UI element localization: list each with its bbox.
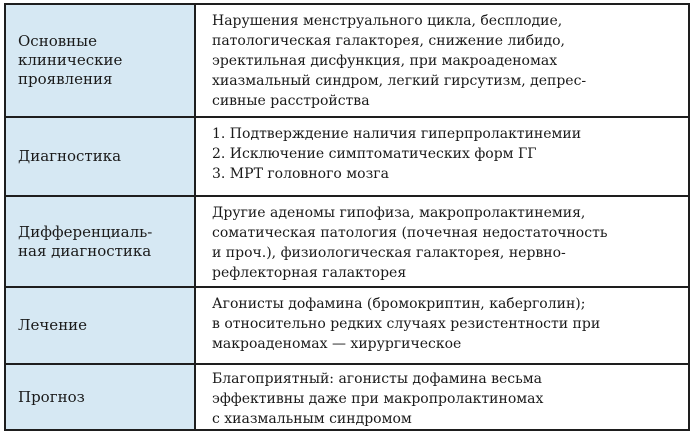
row-label: Лечение — [18, 316, 88, 334]
row-content-line: соматическая патология (почечная недостаточность — [212, 225, 608, 241]
row-label: ная диагностика — [18, 241, 152, 260]
syndrome-summary-table — [4, 3, 690, 431]
row-content-cell — [196, 365, 688, 429]
row-content-line: 3. МРТ головного мозга — [212, 166, 389, 182]
row-content-line: эректильная дисфункция, при макроаденомах — [212, 53, 558, 69]
row-content-line: Другие аденомы гипофиза, макропролактинемия, — [212, 205, 586, 221]
row-label-cell — [6, 5, 196, 116]
row-content-line: рефлекторная галакторея — [212, 265, 407, 281]
row-label: Прогноз — [18, 387, 85, 406]
row-content-cell — [196, 197, 688, 286]
table-row-differential — [6, 197, 688, 288]
row-content-line: Агонисты дофамина (бромокриптин, каберголин); — [212, 296, 586, 312]
row-content-line: Нарушения менструального цикла, бесплодие, — [212, 13, 563, 29]
row-content-cell — [196, 288, 688, 363]
row-label: проявления — [18, 70, 113, 88]
row-content-cell — [196, 5, 688, 116]
row-content-line: в относительно редких случаях резистентности при — [212, 316, 601, 332]
table-row-treatment — [6, 288, 688, 365]
table-row-clinical — [6, 5, 688, 118]
row-label: Дифференциаль- — [18, 222, 153, 241]
row-content-line: макроаденомах — хирургическое — [212, 336, 462, 352]
row-content-line: эффективны даже при макропролактиномах — [212, 391, 544, 407]
row-content-line: патологическая галакторея, снижение либидо, — [212, 33, 565, 49]
row-content-line: и проч.), физиологическая галакторея, нервно- — [212, 245, 566, 261]
row-label-cell — [6, 197, 196, 286]
table-row-diagnostics — [6, 118, 688, 197]
row-content-line: хиазмальный синдром, легкий гирсутизм, депрес- — [212, 73, 587, 89]
row-content-line: 1. Подтверждение наличия гиперпролактинемии — [212, 126, 582, 142]
row-label: клинические — [18, 51, 123, 69]
row-content-line: Благоприятный: агонисты дофамина весьма — [212, 371, 542, 387]
row-content-cell — [196, 118, 688, 195]
row-label-cell — [6, 288, 196, 363]
row-label-cell — [6, 365, 196, 429]
row-label: Основные — [18, 32, 97, 50]
row-label: Диагностика — [18, 147, 122, 165]
table-row-prognosis — [6, 365, 688, 429]
row-content-line: 2. Исключение симптоматических форм ГГ — [212, 146, 537, 162]
row-label-cell — [6, 118, 196, 195]
row-content-line: сивные расстройства — [212, 93, 370, 109]
row-content-line: с хиазмальным синдромом — [212, 411, 412, 427]
